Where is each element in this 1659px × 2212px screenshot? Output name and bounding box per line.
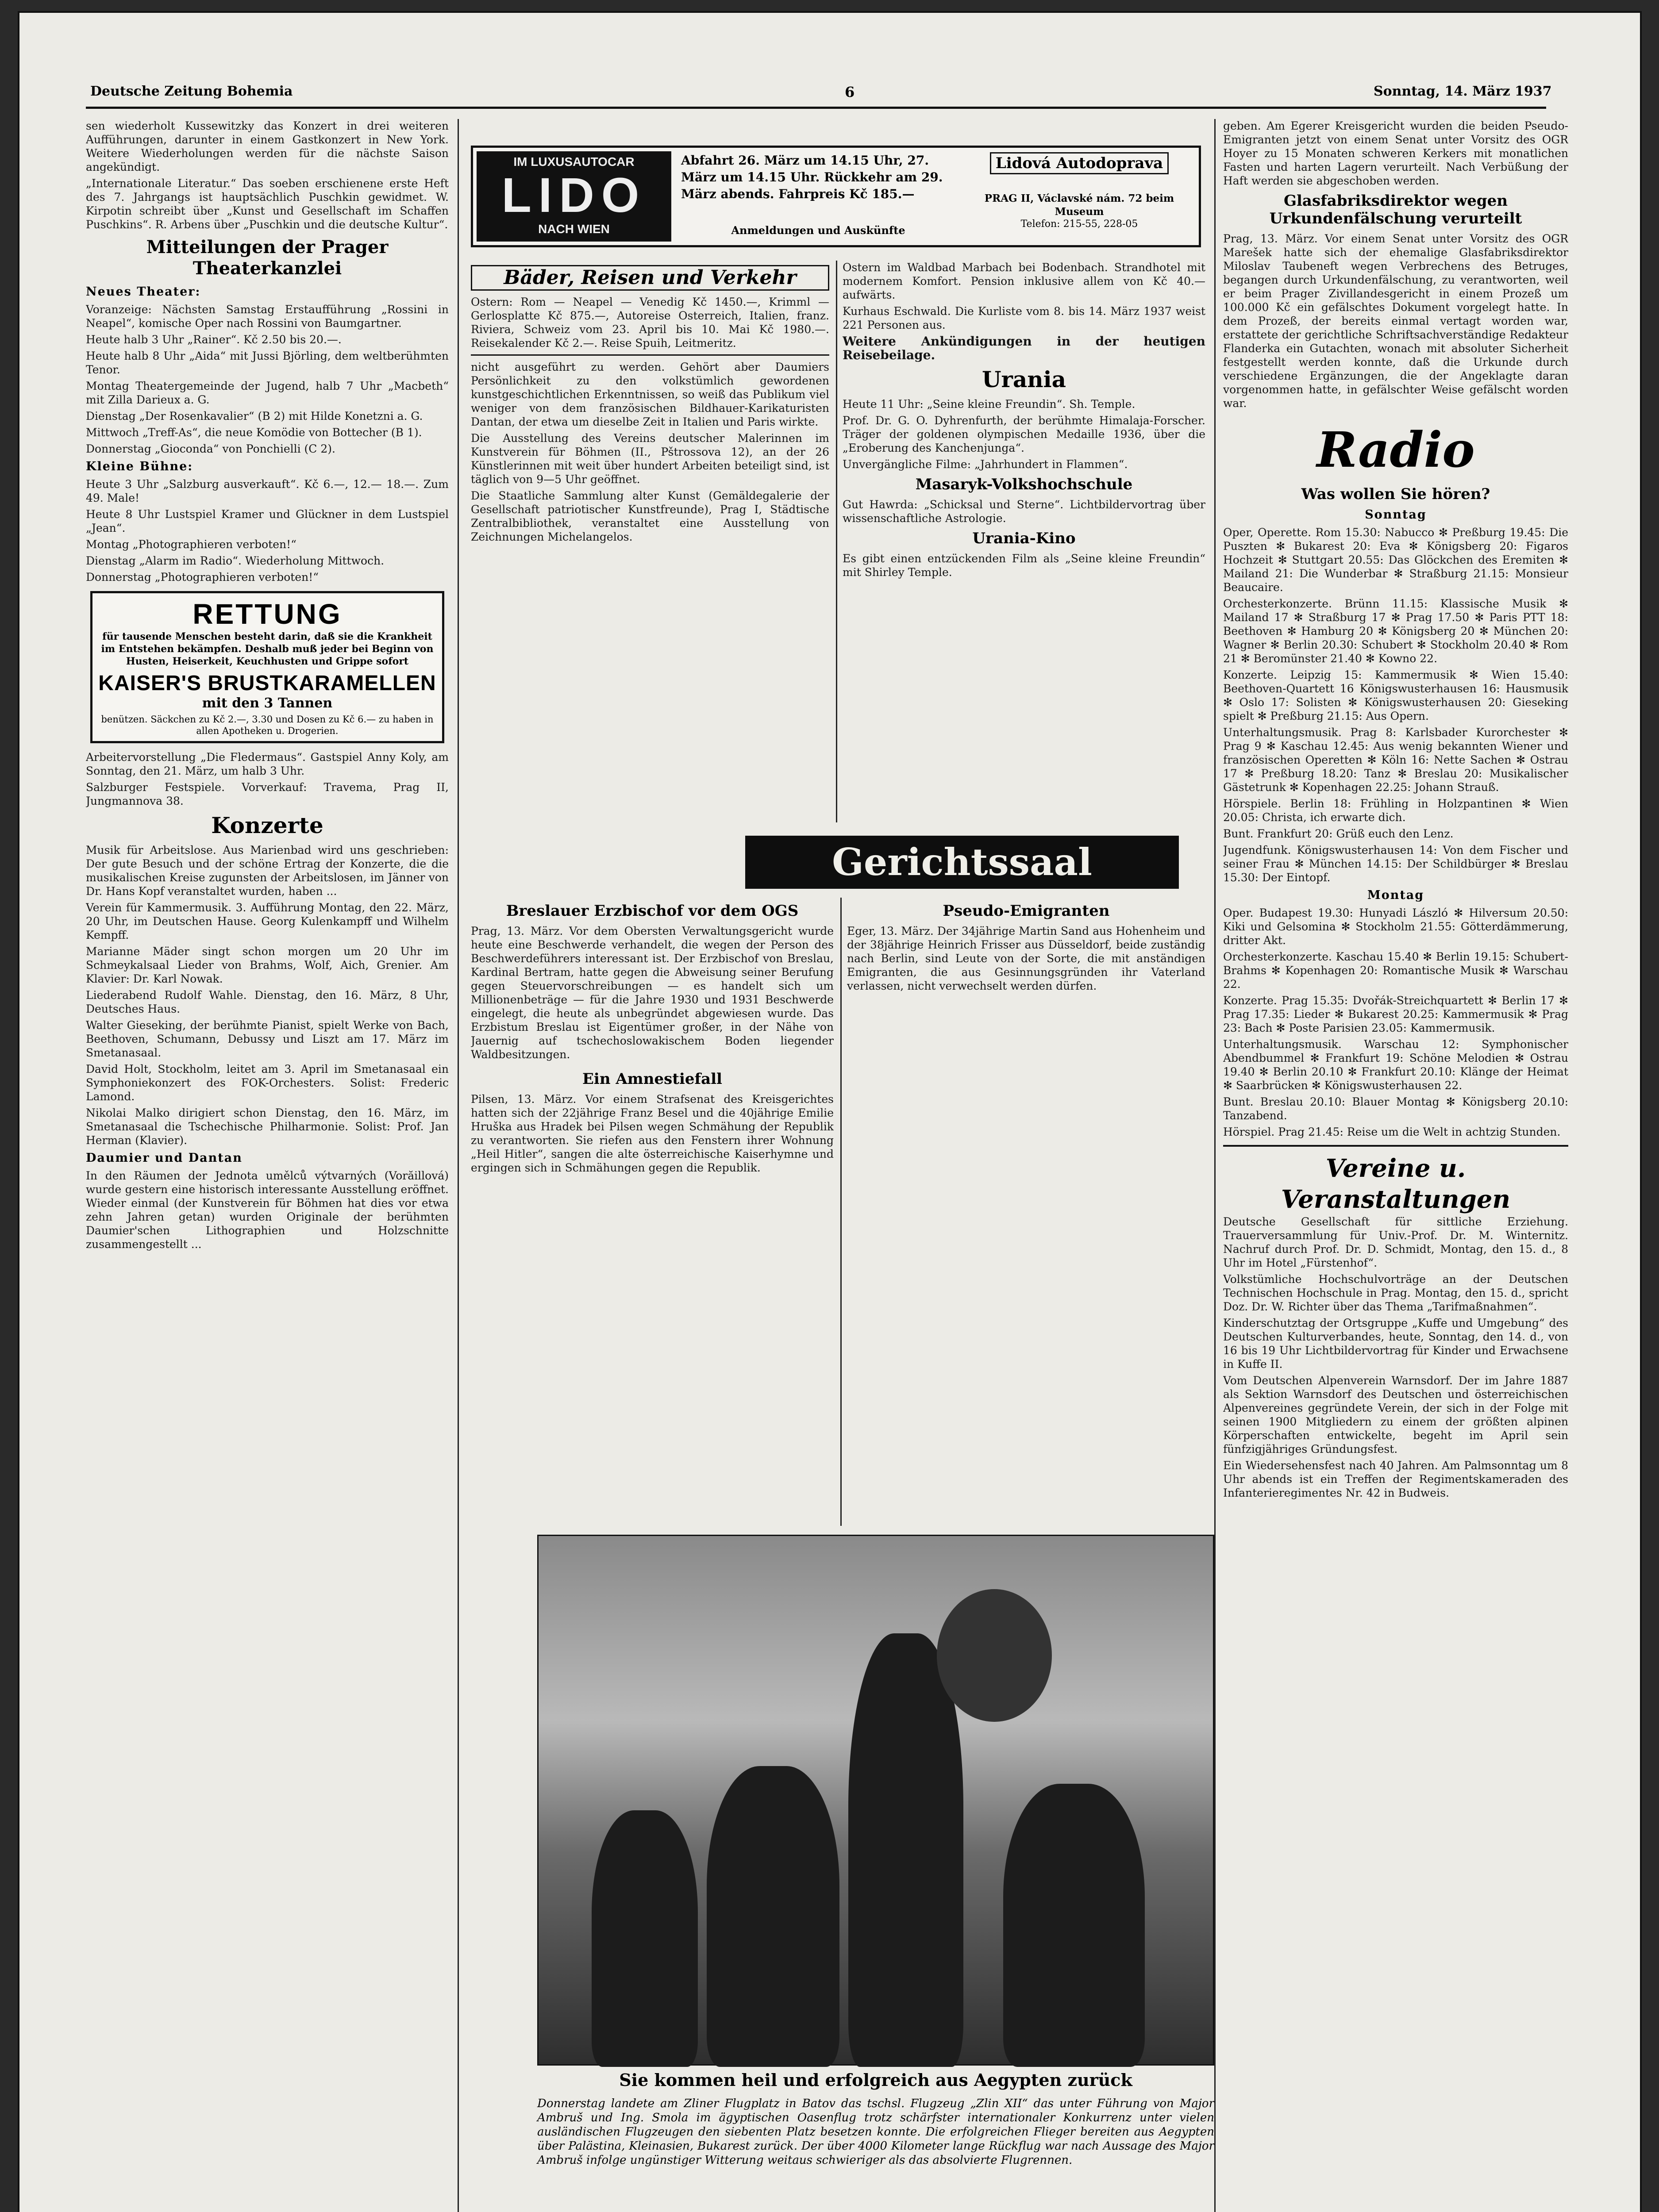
- concert-item: Marianne Mäder singt schon morgen um 20 Uhr im Schmeykalsaal Lieder von Brahms, Wolf, Aich, Grenier. Am Klavier: Dr. Karl Nowak.: [86, 945, 449, 985]
- radio-heading: Radio: [1316, 421, 1475, 478]
- spa-item: Kurhaus Eschwald. Die Kurliste vom 8. bis 14. März 1937 weist 221 Personen aus.: [843, 305, 1205, 331]
- column-1: [86, 119, 449, 2212]
- theater-item: Montag Theatergemeinde der Jugend, halb 7 Uhr „Macbeth“ mit Zilla Darieux a. G.: [86, 380, 449, 406]
- urania-item: Heute 11 Uhr: „Seine kleine Freundin“. Sh. Temple.: [843, 398, 1136, 411]
- column-divider: [836, 261, 837, 822]
- ad-headline: RETTUNG: [192, 598, 342, 630]
- agency-address: PRAG II, Václavské nám. 72 beim Museum: [984, 192, 1174, 218]
- header-rule: [86, 107, 1546, 109]
- vereine-item: Kinderschutztag der Ortsgruppe „Kuffe und Umgebung“ des Deutschen Kulturverbandes, heute, Sonntag, den 14. d., von 16 bis 19 Uhr Lichtbildervortrag für Kinder und Erwachsene in Kuffe II.: [1223, 1317, 1568, 1371]
- radio-item: Oper, Operette. Rom 15.30: Nabucco ✻ Preßburg 19.45: Die Puszten ✻ Bukarest 20: Eva ✻ Königsberg 20: Figaros Hochzeit ✻ Stuttgart 20.55: Das Glöckchen des Eremiten ✻ Mailand 21: Die Wunderbar ✻ Straßburg 21.15: Monsieur Beaucaire.: [1223, 526, 1568, 594]
- lido-agency: [969, 152, 1190, 230]
- page-header: [19, 13, 1621, 100]
- lido-advertisement: [471, 146, 1201, 247]
- column-divider: [458, 119, 459, 2212]
- vereine-item: Ein Wiedersehensfest nach 40 Jahren. Am Palmsonntag um 8 Uhr abends ist ein Treffen der Regimentskameraden des Infanterieregimentes Nr. 42 in Budweis.: [1223, 1459, 1568, 1499]
- column-divider: [1214, 119, 1216, 2212]
- concert-item: Musik für Arbeitslose. Aus Marienbad wird uns geschrieben: Der gute Besuch und der schöne Ertrag der Konzerte, die die musikalischen Kreise zugunsten der Arbeitslosen, im Jänner von Dr. Hans Kopf veranstaltet wurden, haben ...: [86, 844, 449, 898]
- subsection-neues-theater: Neues Theater:: [86, 285, 201, 299]
- column-2: [471, 261, 829, 822]
- intro-paragraph: sen wiederholt Kussewitzky das Konzert in drei weiteren Aufführungen, darunter in einem Gastkonzert in New York. Weitere Wiederholungen werden für die nächste Saison angekündigt.: [86, 119, 449, 173]
- photo-bouquet: [937, 1589, 1052, 1722]
- article-title: Ein Amnestiefall: [582, 1070, 722, 1088]
- lido-top: IM LUXUSAUTOCAR: [513, 155, 635, 169]
- radio-item: Orchesterkonzerte. Brünn 11.15: Klassische Musik ✻ Mailand 17 ✻ Straßburg 17 ✻ Prag 17.50 ✻ Paris PTT 18: Beethoven ✻ Hamburg 20 ✻ Königsberg 20 ✻ München 20: Wagner ✻ Berlin 20.30: Schubert ✻ Stockholm 20.40 ✻ Rom 21 ✻ Beromünster 21.40 ✻ Kowno 22.: [1223, 597, 1568, 665]
- radio-item: Jugendfunk. Königswusterhausen 14: Von dem Fischer und seiner Frau ✻ München 14.15: Der Schildbürger ✻ Breslau 15.30: Der Eintopf.: [1223, 844, 1568, 884]
- photo-figure: [592, 1810, 698, 2067]
- theater-item: Mittwoch „Treff-As“, die neue Komödie von Bottecher (B 1).: [86, 426, 422, 439]
- page-number: 6: [845, 84, 855, 100]
- article-text: Prag, 13. März. Vor einem Senat unter Vorsitz des OGR Marešek hatte sich der ehemalige Glasfabriksdirektor Miloslav Taubeneft wegen Verbrechens des Betruges, begangen durch Urkundenfälschung, zu verantworten, weil er beim Prager Zivillandesgericht in einem Prozeß um 100.000 Kč ein gefälschtes Dokument vorgelegt hatte. In dem Prozeß, der bereits einmal vertagt worden war, erstattete der gerichtliche Schriftsachverständige Redakteur Flanderka ein Gutachten, wonach mit absoluter Sicherheit festgestellt werden konnte, daß die Urkunde durch verschiedene Ergänzungen, die der Angeklagte daran vorgenommen hatte, in gefälschter Weise gefälscht worden war.: [1223, 232, 1568, 410]
- separator: [1223, 1145, 1568, 1147]
- exhibition-item: nicht ausgeführt zu werden. Gehört aber Daumiers Persönlichkeit zu den volkstümlich gewordenen kunstgeschichtlichen Erkenntnissen, so weiß das Publikum viel weniger von dem französischen Bildhauer-Karikaturisten Dantan, der etwa um dieselbe Zeit in Italien und Paris wirkte.: [471, 361, 829, 428]
- theater-item: Salzburger Festspiele. Vorverkauf: Travema, Prag II, Jungmannova 38.: [86, 781, 449, 807]
- section-title-urania: Urania: [982, 366, 1066, 392]
- day-sonntag: Sonntag: [1365, 508, 1427, 522]
- rettung-advertisement: [90, 591, 444, 743]
- newspaper-page: [18, 11, 1642, 2212]
- concert-item: Walter Gieseking, der berühmte Pianist, spielt Werke von Bach, Beethoven, Schumann, Debussy und Liszt am 17. März im Smetanasaal.: [86, 1019, 449, 1059]
- theater-item: Dienstag „Alarm im Radio“. Wiederholung Mittwoch.: [86, 554, 385, 567]
- lido-info: Anmeldungen und Auskünfte: [731, 224, 905, 237]
- vereine-item: Deutsche Gesellschaft für sittliche Erziehung. Trauerversammlung für Univ.-Prof. Dr. M. Winternitz. Nachruf durch Prof. Dr. D. Schmidt, Montag, den 15. d., 8 Uhr im Hotel „Fürstenhof“.: [1223, 1215, 1568, 1269]
- section-title-konzerte: Konzerte: [211, 812, 323, 838]
- radio-item: Orchesterkonzerte. Kaschau 15.40 ✻ Berlin 19.15: Schubert-Brahms ✻ Kopenhagen 20: Romantische Musik ✻ Warschau 22.: [1223, 950, 1568, 991]
- article-title: Pseudo-Emigranten: [943, 902, 1110, 920]
- agency-phone: Telefon: 215-55, 228-05: [1020, 219, 1138, 230]
- news-photo-aviators: [537, 1535, 1214, 2066]
- radio-item: Hörspiele. Berlin 18: Frühling in Holzpantinen ✻ Wien 20.05: Christa, ich erwarte dich.: [1223, 797, 1568, 824]
- concert-item: Liederabend Rudolf Wahle. Dienstag, den 16. März, 8 Uhr, Deutsches Haus.: [86, 989, 449, 1015]
- urania-item: Es gibt einen entzückenden Film als „Seine kleine Freundin“ mit Shirley Temple.: [843, 552, 1205, 579]
- spa-item: Weitere Ankündigungen in der heutigen Reisebeilage.: [843, 334, 1205, 362]
- paper-name: Deutsche Zeitung Bohemia: [90, 84, 293, 99]
- subsection-urania-kino: Urania-Kino: [972, 530, 1076, 547]
- travel-item: Ostern: Rom — Neapel — Venedig Kč 1450.—, Krimml — Gerlosplatte Kč 875.—, Autoreise Osterreich, Italien, franz. Riviera, Schweiz vom 23. April bis 10. Mai Kč 1980.—. Reisekalender Kč 2.—. Reise Spuih, Leitmeritz.: [471, 296, 829, 349]
- radio-item: Konzerte. Leipzig 15: Kammermusik ✻ Wien 15.40: Beethoven-Quartett 16 Königswusterhausen 16: Hausmusik ✻ Oslo 17: Solisten ✻ Königswusterhausen 20: Gieseking spielt ✻ Preßburg 21.15: Aus Opern.: [1223, 668, 1568, 722]
- theater-item: Donnerstag „Gioconda“ von Ponchielli (C 2).: [86, 442, 335, 455]
- theater-item: Arbeitervorstellung „Die Fledermaus“. Gastspiel Anny Koly, am Sonntag, den 21. März, um halb 3 Uhr.: [86, 751, 449, 777]
- theater-item: Montag „Photographieren verboten!“: [86, 538, 296, 551]
- subsection-daumier: Daumier und Dantan: [86, 1151, 242, 1165]
- concert-item: In den Räumen der Jednota umělců výtvarných (Vorăillová) wurde gestern eine historisch interessante Ausstellung eröffnet. Wieder einmal (der Kunstverein für Böhmen hat dies vor etwa zehn Jahren getan) wurden Originale der berühmten Daumier'schen Lithographien und Holzschnitte zusammengestellt ...: [86, 1169, 449, 1251]
- theater-item: Heute 3 Uhr „Salzburg ausverkauft“. Kč 6.—, 12.— 18.—. Zum 49. Male!: [86, 478, 449, 504]
- concert-item: David Holt, Stockholm, leitet am 3. April im Smetanasaal ein Symphoniekonzert des FOK-Orchesters. Solist: Frederic Lamond.: [86, 1063, 449, 1103]
- radio-item: Hörspiel. Prag 21.45: Reise um die Welt in achtzig Stunden.: [1223, 1125, 1561, 1138]
- ad-footer: benützen. Säckchen zu Kč 2.—, 3.30 und Dosen zu Kč 6.— zu haben in allen Apotheken u. Drogerien.: [101, 714, 434, 736]
- radio-item: Bunt. Frankfurt 20: Grüß euch den Lenz.: [1223, 827, 1454, 840]
- concert-item: Nikolai Malko dirigiert schon Dienstag, den 16. März, im Smetanasaal die Tschechische Philharmonie. Solist: Prof. Jan Herman (Klavier).: [86, 1106, 449, 1147]
- subsection-masaryk: Masaryk-Volkshochschule: [915, 476, 1133, 493]
- vereine-heading: Vereine u. Veranstaltungen: [1281, 1154, 1511, 1214]
- ad-brand-sub: mit den 3 Tannen: [202, 695, 333, 711]
- article-text: Eger, 13. März. Der 34jährige Martin Sand aus Hohenheim und der 38jährige Heinrich Frisser aus Düsseldorf, beide zuständig nach Berlin, sind Leute von der Sorte, die mit anständigen Emigranten, die aus Gesinnungsgründen ihr Vaterland verlassen, nicht verwechselt werden dürfen.: [847, 925, 1205, 992]
- urania-item: Prof. Dr. G. O. Dyhrenfurth, der berühmte Himalaja-Forscher. Träger der goldenen olympischen Medaille 1936, über die „Eroberung des Kanchenjunga“.: [843, 414, 1205, 454]
- lido-logo: [477, 151, 671, 242]
- theater-item: Dienstag „Der Rosenkavalier“ (B 2) mit Hilde Konetzni a. G.: [86, 410, 423, 422]
- day-montag: Montag: [1367, 888, 1424, 902]
- vereine-item: Volkstümliche Hochschulvorträge an der Deutschen Technischen Hochschule in Prag. Montag, den 15. d., spricht Doz. Dr. W. Richter über das Thema „Tarifmaßnahmen“.: [1223, 1273, 1568, 1313]
- issue-date: Sonntag, 14. März 1937: [1374, 84, 1552, 99]
- ad-body: für tausende Menschen besteht darin, daß sie die Krankheit im Entstehen bekämpfen. Deshalb muß jeder bei Beginn von Husten, Heiserkeit, Keuchhusten und Grippe sofort: [101, 631, 434, 667]
- article-title: Breslauer Erzbischof vor dem OGS: [506, 902, 799, 920]
- column-4: [1223, 119, 1568, 2212]
- intro-paragraph: „Internationale Literatur.“ Das soeben erschienene erste Heft des 7. Jahrgangs ist hauptsächlich Puschkin gewidmet. W. Kirpotin schreibt über „Kunst und Gesellschaft im Schaffen Puschkins“. R. Arbens über „Puschkin und die deutsche Kultur“.: [86, 177, 449, 231]
- theater-item: Heute halb 8 Uhr „Aida“ mit Jussi Björling, dem weltberühmten Tenor.: [86, 349, 449, 376]
- spa-item: Ostern im Waldbad Marbach bei Bodenbach. Strandhotel mit modernem Komfort. Pension inklusive allem von Kč 40.— aufwärts.: [843, 261, 1205, 301]
- radio-subtitle: Was wollen Sie hören?: [1301, 485, 1490, 503]
- radio-item: Bunt. Breslau 20.10: Blauer Montag ✻ Königsberg 20.10: Tanzabend.: [1223, 1095, 1568, 1122]
- radio-item: Oper. Budapest 19.30: Hunyadi László ✻ Hilversum 20.50: Kiki und Gelsomina ✻ Stockholm 21.55: Götterdämmerung, dritter Akt.: [1223, 906, 1568, 947]
- lido-dates: Abfahrt 26. März um 14.15 Uhr, 27. März um 14.15 Uhr. Rückkehr am 29. März abends. Fahrpreis Kč 185.—: [681, 153, 943, 201]
- concert-item: Verein für Kammermusik. 3. Aufführung Montag, den 22. März, 20 Uhr, im Deutschen Hause. Georg Kulenkampff und Wilhelm Kempff.: [86, 901, 449, 941]
- separator: [471, 354, 829, 356]
- agency-name: Lidová Autodoprava: [990, 152, 1169, 174]
- photo-figure: [1003, 1784, 1145, 2067]
- urania-item: Unvergängliche Filme: „Jahrhundert in Flammen“.: [843, 458, 1128, 471]
- column-divider: [840, 898, 842, 1526]
- lido-name: LIDO: [501, 168, 647, 223]
- ad-brand: KAISER'S BRUSTKARAMELLEN: [98, 672, 436, 695]
- photo-caption-title: Sie kommen heil und erfolgreich aus Aegypten zurück: [619, 2070, 1132, 2090]
- theater-item: Heute halb 3 Uhr „Rainer“. Kč 2.50 bis 20.—.: [86, 333, 342, 346]
- article-text: geben. Am Egerer Kreisgericht wurden die beiden Pseudo-Emigranten jetzt von einem Senat unter Vorsitz des OGR Hoyer zu 15 Monaten schweren Kerkers mit monatlichen Fasten und harten Lagern verurteilt. Nach Verbüßung der Haft werden sie abgeschoben werden.: [1223, 119, 1568, 187]
- exhibition-item: Die Ausstellung des Vereins deutscher Malerinnen im Kunstverein für Böhmen (II., Pštrossova 12), an der 26 Künstlerinnen mit weit über hundert Arbeiten beteiligt sind, ist täglich von 9—5 Uhr geöffnet.: [471, 432, 829, 486]
- travel-title: Bäder, Reisen und Verkehr: [471, 265, 829, 291]
- vereine-item: Vom Deutschen Alpenverein Warnsdorf. Der im Jahre 1887 als Sektion Warnsdorf des Deutschen und österreichischen Alpenvereines gegründete Verein, der sich in der Folge mit seinen 1900 Mitgliedern zu einem der größten alpinen Körperschaften entwickelte, begeht im April sein fünfzigjähriges Gründungsfest.: [1223, 1374, 1568, 1455]
- photo-caption: Donnerstag landete am Zliner Flugplatz in Batov das tschsl. Flugzeug „Zlin XII“ das unter Führung von Major Ambruš und Ing. Smola im ägyptischen Oasenflug trotz schärfster internationaler Konkurrenz unter vielen ausländischen Flugzeugen den siebenten Platz besetzen konnte. Die erfolgreichen Flieger bereiten aus Aegypten über Palästina, Kleinasien, Bukarest zurück. Der über 4000 Kilometer lange Rückflug war nach Aussage des Major Ambruš infolge ungünstiger Witterung weitaus schwieriger als das absolvierte Flugrennen.: [537, 2097, 1214, 2167]
- article-text: Prag, 13. März. Vor dem Obersten Verwaltungsgericht wurde heute eine Beschwerde verhandelt, die wegen der Person des Beschwerdeführers interessant ist. Der Erzbischof von Breslau, Kardinal Bertram, hatte gegen die Abweisung seiner Berufung gegen Steuervorschreibungen — es handelt sich um Millionenbeträge — für die Jahre 1930 und 1931 Beschwerde eingelegt, die heute als unbegründet abgewiesen wurde. Das Erzbistum Breslau ist Eigentümer großer, in der Nähe von Jauernig auf tschechoslowakischem Boden liegender Waldbesitzungen.: [471, 925, 834, 1061]
- photo-figure: [848, 1633, 963, 2067]
- subsection-kleine-buehne: Kleine Bühne:: [86, 460, 193, 473]
- theater-item: Heute 8 Uhr Lustspiel Kramer und Glückner in dem Lustspiel „Jean“.: [86, 508, 449, 534]
- section-title-theater: Mitteilungen der Prager Theaterkanzlei: [146, 237, 389, 279]
- article-text: Pilsen, 13. März. Vor einem Strafsenat des Kreisgerichtes hatten sich der 22jährige Franz Besel und die 40jährige Emilie Hruška aus Hradek bei Pilsen wegen Schmähung der Republik zu verantworten. Sie riefen aus den Fenstern ihrer Wohnung „Heil Hitler“, sangen die alte österreichische Kaiserhymne und ergingen sich in Schmähungen gegen die Republik.: [471, 1093, 834, 1174]
- lido-bottom: NACH WIEN: [538, 222, 610, 236]
- exhibition-item: Die Staatliche Sammlung alter Kunst (Gemäldegalerie der Gesellschaft patriotischer Kunstfreunde), Prag I, Städtische Zentralbibliothek, veranstaltet eine Ausstellung von Zeichnungen Michelangelos.: [471, 489, 829, 543]
- radio-item: Konzerte. Prag 15.35: Dvořák-Streichquartett ✻ Berlin 17 ✻ Prag 17.35: Lieder ✻ Bukarest 20.25: Kammermusik ✻ Prag 23: Bach ✻ Poste Parisien 23.05: Kammermusik.: [1223, 994, 1568, 1034]
- radio-item: Unterhaltungsmusik. Warschau 12: Symphonischer Abendbummel ✻ Frankfurt 19: Schöne Melodien ✻ Ostrau 19.40 ✻ Berlin 20.10 ✻ Frankfurt 20.10: Klänge der Heimat ✻ Saarbrücken ✻ Königswusterhausen 22.: [1223, 1038, 1568, 1092]
- photo-figure: [707, 1766, 839, 2067]
- article-title: Glasfabriksdirektor wegen Urkundenfälschung verurteilt: [1269, 192, 1522, 227]
- radio-item: Unterhaltungsmusik. Prag 8: Karlsbader Kurorchester ✻ Prag 9 ✻ Kaschau 12.45: Aus wenig bekannten Wiener und französischen Operetten ✻ Köln 16: Nette Sachen ✻ Ostrau 17 ✻ Preßburg 18.20: Tanz ✻ Breslau 20: Musikalischer Gästetrunk ✻ Kopenhagen 22.25: Johann Strauß.: [1223, 726, 1568, 794]
- theater-item: Voranzeige: Nächsten Samstag Erstaufführung „Rossini in Neapel“, komische Oper nach Rossini von Baumgartner.: [86, 303, 449, 330]
- court-column-a: [471, 898, 834, 1526]
- section-banner-gerichtssaal: Gerichtssaal: [745, 836, 1179, 889]
- theater-item: Donnerstag „Photographieren verboten!“: [86, 571, 319, 584]
- urania-item: Gut Hawrda: „Schicksal und Sterne“. Lichtbildervortrag über wissenschaftliche Astrologie.: [843, 498, 1205, 525]
- court-column-b: [847, 898, 1205, 1526]
- column-3-upper: [843, 261, 1205, 822]
